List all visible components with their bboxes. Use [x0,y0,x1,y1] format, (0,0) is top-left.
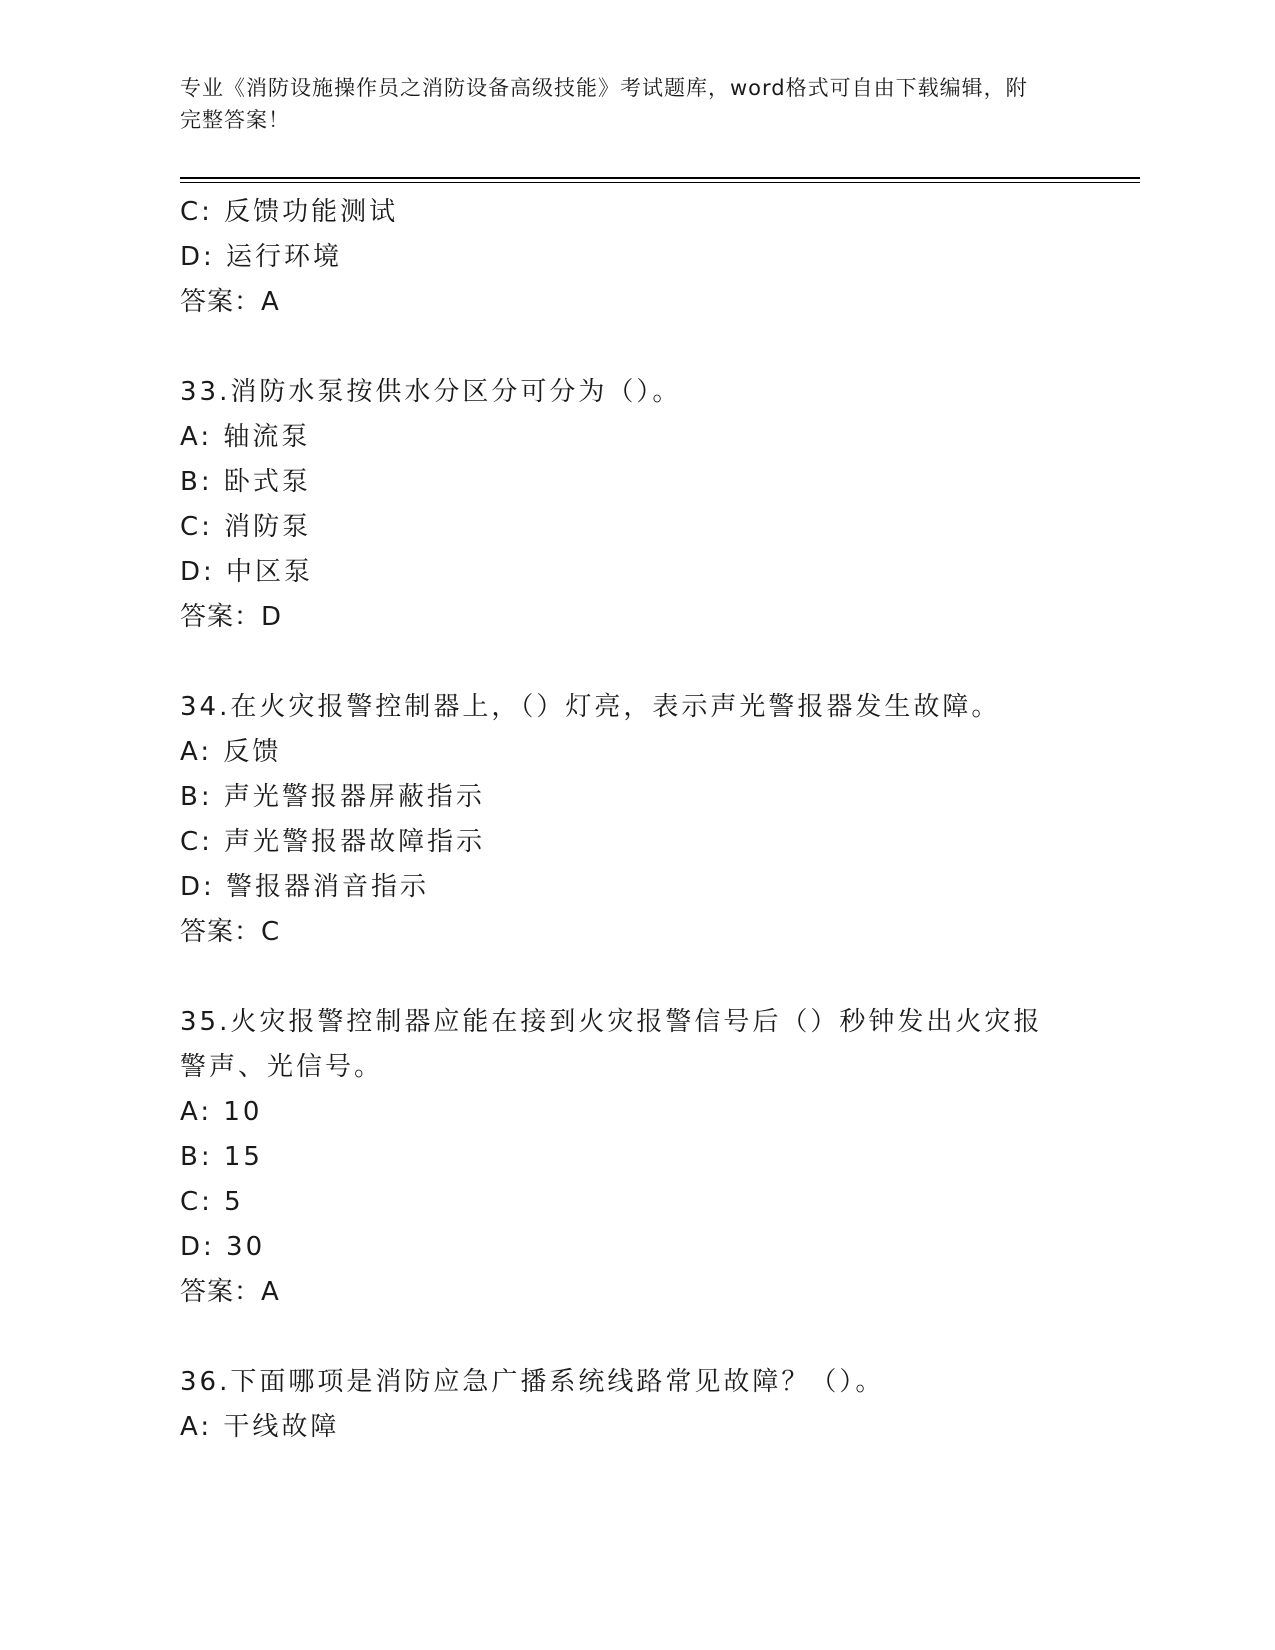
answer-line: 答案：A [180,1277,280,1307]
question-stem: 36.下面哪项是消防应急广播系统线路常见故障？（）。 [180,1367,885,1397]
spacer [180,1315,1080,1360]
option-d: D: 30 [180,1232,266,1262]
question-block-35 [180,1000,1080,1315]
answer-line: 答案：D [180,602,283,632]
spacer [180,325,1080,370]
option-d: D: 警报器消音指示 [180,872,430,902]
option-a: A: 干线故障 [180,1412,340,1442]
option-c: C: 反馈功能测试 [180,197,399,227]
question-block-prev [180,190,1080,325]
option-a: A: 反馈 [180,737,282,767]
option-a: A: 10 [180,1097,263,1127]
option-c: C: 消防泵 [180,512,312,542]
option-b: B: 15 [180,1142,263,1172]
question-block-36 [180,1360,1080,1450]
page-header: 专业《消防设施操作员之消防设备高级技能》考试题库，word格式可自由下载编辑，附完整答案！ [180,76,1028,132]
header-rule-thin [180,182,1140,183]
option-c: C: 声光警报器故障指示 [180,827,486,857]
question-block-33 [180,370,1080,640]
option-b: B: 卧式泵 [180,467,311,497]
option-d: D: 中区泵 [180,557,314,587]
question-stem: 33.消防水泵按供水分区分可分为（）。 [180,377,682,407]
answer-line: 答案：A [180,287,280,317]
option-c: C: 5 [180,1187,244,1217]
spacer [180,955,1080,1000]
option-b: B: 声光警报器屏蔽指示 [180,782,485,812]
question-block-34 [180,685,1080,955]
option-a: A: 轴流泵 [180,422,311,452]
header-rule-thick [180,177,1140,179]
answer-line: 答案：C [180,917,281,947]
option-d: D: 运行环境 [180,242,343,272]
question-stem: 34.在火灾报警控制器上，（）灯亮，表示声光警报器发生故障。 [180,692,1001,722]
question-stem: 35.火灾报警控制器应能在接到火灾报警信号后（）秒钟发出火灾报警声、光信号。 [180,1007,1043,1082]
spacer [180,640,1080,685]
question-list [180,190,1080,1450]
